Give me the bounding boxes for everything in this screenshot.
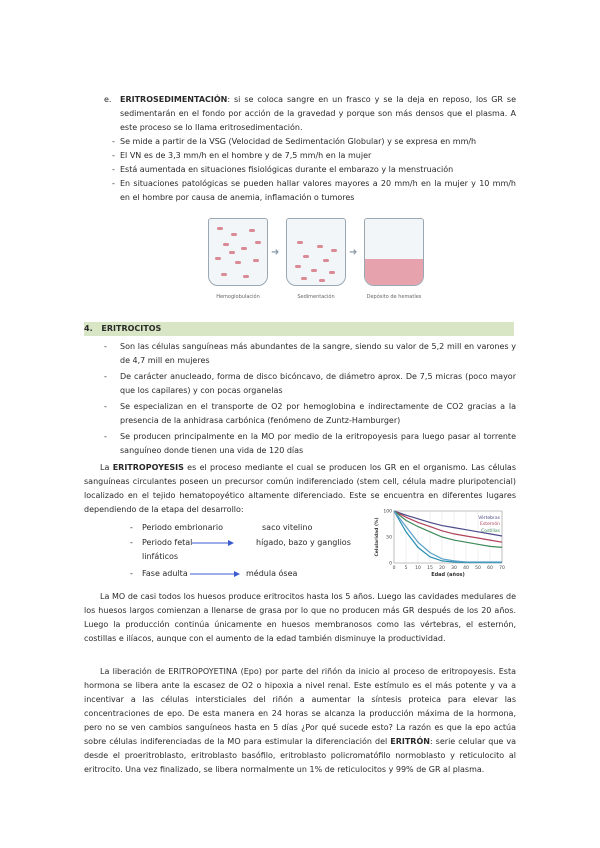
tube-2 — [286, 218, 346, 286]
periods-list — [130, 521, 370, 581]
arrow-icon: ➜ — [271, 247, 280, 258]
tube-1 — [208, 218, 268, 286]
y-tick-label: 0 — [389, 561, 392, 567]
eritron-term: ERITRÓN — [390, 737, 430, 746]
figure-label: Hemoglobulación — [216, 294, 260, 300]
x-tick-label: 10 — [415, 566, 421, 571]
mo-paragraph: La MO de casi todos los huesos produce eritrocitos hasta los 5 años. Luego las cavidades medulares de los huesos largos comienzan a llenarse de grasa por lo que no producen más GR después de los 20 años. Luego la producción continúa únicamente en huesos membranosos como las vértebras, el esternón, costillas e ilíacos, aunque con el aumento de la edad también disminuye la productividad. — [84, 592, 516, 643]
list-item-continuation — [130, 550, 370, 567]
period-site: hígado, bazo y ganglios — [256, 538, 351, 547]
arrow-icon — [192, 539, 234, 547]
x-axis-label: Edad (años) — [431, 572, 465, 578]
section-title: ERITROCITOS — [101, 324, 162, 333]
chart-svg — [370, 505, 510, 585]
list-item: - De carácter anucleado, forma de disco bicóncavo, de diámetro aprox. De 7,5 micras (poco mayor que los capilares) y con pocas organelas — [104, 372, 516, 395]
y-tick-label: 50 — [386, 535, 392, 541]
sedimentation-figure — [208, 214, 426, 308]
period-label: Fase adulta — [142, 569, 188, 578]
eritrocitos-bullets — [104, 340, 516, 458]
eritro-intro — [120, 93, 516, 135]
para-text: La liberación de ERITROPOYETINA (Epo) por parte del riñón da inicio al proceso de eritropoyesis. Esta hormona se libera ante la escasez de O2 o hipoxia a nivel renal. Este estímulo es el más potente y va a incentivar a las células intersticiales del riñón a aumentar la síntesis proteica para elevar las concentraciones de epo. De esta manera en 24 horas se alcanza la producción máxima de la hormona, pero no se ven cambios sanguíneos hasta en 5 días ¿Por qué sucede esto? La razón es que la epo actúa sobre células indiferenciadas de la MO para estimular la diferenciación del — [84, 667, 516, 746]
section-number: 4. — [84, 324, 93, 333]
eritro-intro-text: : si se coloca sangre en un frasco y se la deja en reposo, los GR se sedimentarán en el fondo por acción de la gravedad y porque son más densos que el plasma. A este proceso se lo llama eritrosedimentación. — [120, 95, 516, 132]
epo-paragraph — [84, 665, 516, 777]
bullet-text: Está aumentada en situaciones fisiológicas durante el embarazo y la menstruación — [120, 165, 454, 174]
bullet-text: El VN es de 3,3 mm/h en el hombre y de 7,5 mm/h en la mujer — [120, 151, 372, 160]
para-text: La — [100, 463, 113, 472]
list-item: - Se especializan en el transporte de O2 por hemoglobina e indirectamente de CO2 gracias a la presencia de la anhidrasa carbónica (fenómeno de Zuntz-Hamburger) — [104, 402, 516, 425]
x-tick-label: 40 — [463, 566, 469, 571]
x-tick-label: 70 — [499, 566, 505, 571]
period-site: linfáticos — [142, 552, 179, 561]
arrow-icon — [190, 570, 240, 578]
x-tick-label: 20 — [439, 566, 445, 571]
x-tick-label: 5 — [404, 566, 408, 571]
bullet-text: Son las células sanguíneas más abundantes de la sangre, siendo su valor de 5,2 mill en varones y de 4,7 mill en mujeres — [120, 342, 516, 365]
period-site: médula ósea — [246, 569, 298, 578]
period-site: saco vitelino — [262, 523, 313, 532]
bullet-text: En situaciones patológicas se pueden hallar valores mayores a 20 mm/h en la mujer y 10 mm/h en el hombre por causa de anemia, inflamación o tumores — [120, 179, 516, 202]
bullet-text: Se producen principalmente en la MO por medio de la eritropoyesis para luego pasar al torrente sanguíneo donde tienen una vida de 120 días — [120, 432, 516, 455]
figure-label: Depósito de hematíes — [366, 294, 422, 300]
series-label: Esternón — [480, 522, 500, 527]
x-tick-label: 0 — [392, 566, 396, 571]
figure-label: Sedimentación — [297, 294, 335, 300]
list-item: - Se producen principalmente en la MO por medio de la eritropoyesis para luego pasar al torrente sanguíneo donde tienen una vida de 120 días — [104, 432, 516, 455]
eritro-item — [104, 93, 516, 135]
tube-3 — [364, 218, 424, 286]
x-tick-label: 60 — [487, 566, 493, 571]
y-tick-label: 100 — [383, 509, 392, 515]
x-tick-label: 30 — [451, 566, 457, 571]
list-item: - Son las células sanguíneas más abundantes de la sangre, siendo su valor de 5,2 mill en varones y de 4,7 mill en mujeres — [104, 342, 516, 365]
eritro-title: ERITROSEDIMENTACIÓN — [120, 95, 228, 104]
list-item: - Periodo embrionario saco vitelino — [130, 521, 370, 536]
period-label: Periodo fetal — [142, 538, 193, 547]
series-label: Vértebras — [478, 516, 500, 521]
bullet-text: Se mide a partir de la VSG (Velocidad de Sedimentación Globular) y se expresa en mm/h — [120, 137, 477, 146]
bullet-text: Se especializan en el transporte de O2 por hemoglobina e indirectamente de CO2 gracias a la presencia de la anhidrasa carbónica (fenómeno de Zuntz-Hamburger) — [120, 402, 516, 425]
eritropoyesis-term: ERITROPOYESIS — [112, 463, 184, 472]
series-label: Costillas — [481, 529, 500, 534]
x-tick-label: 15 — [427, 566, 433, 571]
x-tick-label: 50 — [475, 566, 481, 571]
y-axis-label: Celularidad (%) — [375, 517, 380, 557]
para-text: es el proceso mediante el cual se producen los GR en el organismo. Las células sanguíneas circulantes poseen un precursor común indiferenciado (stem cell, célula madre pluripotencial) localizado en el tejido hematopoyético altamente diferenciado. Este se encuentra en diferentes lugares dependiendo de la etapa del desarrollo: — [84, 463, 516, 514]
para-text: : serie celular que va desde el proeritroblasto, eritroblasto basófilo, eritroblasto policromatófilo normoblasto y reticulocito al eritrocito. Una vez finalizado, se libera normalmente un 1% de reticulocitos y 99% de GR al plasma. — [84, 737, 517, 774]
list-item: - Se mide a partir de la VSG (Velocidad de Sedimentación Globular) y se expresa en mm/h — [112, 137, 477, 146]
list-item: - El VN es de 3,3 mm/h en el hombre y de 7,5 mm/h en la mujer — [112, 151, 372, 160]
eritro-bullets — [112, 135, 516, 205]
list-item: - Periodo fetal hígado, bazo y ganglios — [130, 536, 370, 550]
list-item: - Fase adulta médula ósea — [130, 567, 370, 581]
section-header — [84, 322, 514, 336]
list-item: - En situaciones patológicas se pueden hallar valores mayores a 20 mm/h en la mujer y 10 mm/h en el hombre por causa de anemia, inflamación o tumores — [112, 179, 516, 202]
period-label: Periodo embrionario — [142, 523, 223, 532]
eritro-letter: e. — [104, 95, 112, 104]
cellularity-chart — [370, 505, 510, 585]
list-item: - Está aumentada en situaciones fisiológicas durante el embarazo y la menstruación — [112, 165, 454, 174]
bullet-text: De carácter anucleado, forma de disco bicóncavo, de diámetro aprox. De 7,5 micras (poco mayor que los capilares) y con pocas organelas — [120, 372, 516, 395]
arrow-icon: ➜ — [349, 247, 358, 258]
